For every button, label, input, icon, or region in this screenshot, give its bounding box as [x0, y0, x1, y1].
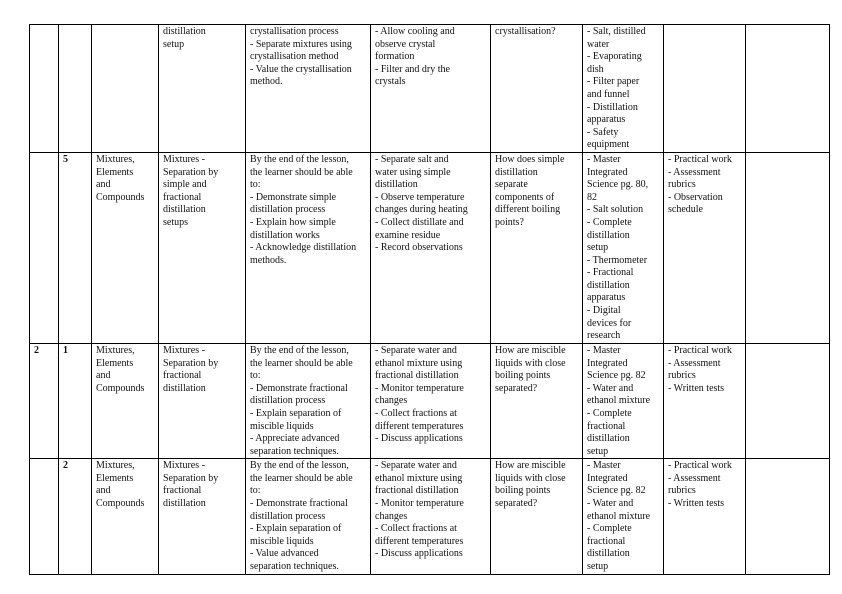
sub-strand-text: setups — [163, 216, 188, 228]
learning-experiences-text: - Discuss applications — [375, 433, 463, 445]
learning-resources-text: Integrated — [587, 472, 628, 484]
key-inquiry-question-cell — [491, 25, 583, 153]
strand-text: and — [96, 485, 111, 497]
learning-outcomes-text: - Explain separation of — [250, 407, 342, 419]
key-inquiry-question-text: boiling points — [495, 370, 551, 382]
week-text: 2 — [34, 344, 39, 356]
lesson-cell — [59, 25, 92, 153]
lesson-cell — [59, 343, 92, 458]
reflection-cell — [746, 343, 830, 458]
learning-experiences-text: changes during heating — [375, 204, 468, 216]
assessment-text: schedule — [668, 204, 703, 216]
learning-experiences-text: ethanol mixture using — [375, 472, 463, 484]
learning-experiences-text: fractional distillation — [375, 370, 459, 382]
learning-resources-text: - Digital — [587, 305, 621, 317]
learning-resources-text: 82 — [587, 191, 597, 203]
assessment-text: - Practical work — [668, 153, 732, 165]
assessment-cell — [664, 25, 746, 153]
reflection-cell — [746, 25, 830, 153]
learning-outcomes-cell — [246, 459, 371, 574]
learning-resources-text: ethanol mixture — [587, 395, 651, 407]
learning-outcomes-text: separation techniques. — [250, 445, 339, 457]
key-inquiry-question-text: crystallisation? — [495, 26, 556, 37]
sub-strand-text: Separation by — [163, 166, 219, 178]
sub-strand-text: Mixtures - — [163, 460, 205, 472]
key-inquiry-question-text: How are miscible — [495, 344, 566, 356]
learning-resources-text: Science pg. 82 — [587, 485, 646, 497]
assessment-text: rubrics — [668, 370, 696, 382]
strand-text: Mixtures, — [96, 153, 135, 165]
sub-strand-text: Mixtures - — [163, 153, 205, 165]
learning-resources-text: Integrated — [587, 357, 628, 369]
learning-resources-text: Integrated — [587, 166, 628, 178]
learning-experiences-text: - Observe temperature — [375, 191, 465, 203]
assessment-text: - Written tests — [668, 498, 725, 510]
learning-resources-text: distillation — [587, 229, 630, 241]
assessment-text: - Written tests — [668, 382, 725, 394]
learning-resources-text: - Distillation — [587, 101, 638, 113]
key-inquiry-question-cell — [491, 343, 583, 458]
key-inquiry-question-text: distillation — [495, 166, 538, 178]
learning-outcomes-text: the learner should be able — [250, 472, 353, 484]
learning-resources-text: devices for — [587, 317, 632, 329]
learning-resources-text: - Complete — [587, 216, 632, 228]
learning-experiences-text: - Record observations — [375, 242, 463, 254]
learning-resources-text: dish — [587, 63, 604, 75]
strand-cell — [92, 152, 159, 343]
key-inquiry-question-text: boiling points — [495, 485, 551, 497]
assessment-text: - Assessment — [668, 357, 721, 369]
table-row — [30, 459, 830, 574]
strand-text: Elements — [96, 472, 134, 484]
learning-outcomes-cell — [246, 343, 371, 458]
lesson-plan-table — [29, 24, 830, 575]
learning-experiences-cell — [371, 343, 491, 458]
learning-resources-text: - Complete — [587, 523, 632, 535]
assessment-text: rubrics — [668, 179, 696, 191]
learning-experiences-text: crystals — [375, 76, 406, 88]
learning-experiences-text: - Monitor temperature — [375, 498, 464, 510]
learning-outcomes-text: miscible liquids — [250, 535, 314, 547]
learning-resources-cell — [583, 152, 664, 343]
learning-resources-text: - Thermometer — [587, 254, 648, 266]
week-cell — [30, 343, 59, 458]
learning-experiences-text: - Collect fractions at — [375, 407, 457, 419]
learning-resources-text: - Evaporating — [587, 51, 642, 63]
learning-experiences-text: water using simple — [375, 166, 451, 178]
assessment-text: rubrics — [668, 485, 696, 497]
learning-resources-text: - Master — [587, 460, 621, 472]
lesson-text: 1 — [63, 344, 68, 356]
learning-experiences-text: - Separate water and — [375, 344, 457, 356]
learning-experiences-text: changes — [375, 510, 408, 522]
key-inquiry-question-text: different boiling — [495, 204, 561, 216]
reflection-cell — [746, 152, 830, 343]
learning-experiences-text: different temperatures — [375, 535, 464, 547]
sub-strand-text: distillation — [163, 204, 206, 216]
sub-strand-text: fractional — [163, 370, 202, 382]
strand-text: Compounds — [96, 382, 145, 394]
learning-outcomes-text: the learner should be able — [250, 357, 353, 369]
sub-strand-text: Separation by — [163, 357, 219, 369]
key-inquiry-question-cell — [491, 459, 583, 574]
sub-strand-text: distillation — [163, 382, 206, 394]
learning-experiences-cell — [371, 25, 491, 153]
sub-strand-cell — [159, 25, 246, 153]
learning-outcomes-text: - Explain how simple — [250, 216, 336, 228]
sub-strand-cell — [159, 459, 246, 574]
learning-experiences-text: fractional distillation — [375, 485, 459, 497]
learning-resources-cell — [583, 25, 664, 153]
learning-experiences-text: distillation — [375, 179, 418, 191]
learning-resources-text: research — [587, 330, 621, 342]
assessment-text: - Observation — [668, 191, 723, 203]
learning-resources-text: Science pg. 82 — [587, 370, 646, 382]
strand-cell — [92, 25, 159, 153]
learning-resources-text: Science pg. 80, — [587, 179, 649, 191]
learning-experiences-text: - Filter and dry the — [375, 63, 450, 75]
lesson-text: 5 — [63, 153, 68, 165]
learning-resources-text: equipment — [587, 139, 630, 151]
learning-experiences-cell — [371, 152, 491, 343]
key-inquiry-question-text: separate — [495, 179, 528, 191]
learning-resources-text: - Water and — [587, 498, 634, 510]
learning-outcomes-text: to: — [250, 179, 261, 191]
learning-resources-text: setup — [587, 445, 609, 457]
learning-resources-text: ethanol mixture — [587, 510, 651, 522]
sub-strand-text: Mixtures - — [163, 344, 205, 356]
learning-resources-text: - Master — [587, 153, 621, 165]
learning-resources-text: - Safety — [587, 126, 619, 138]
strand-text: Elements — [96, 357, 134, 369]
sub-strand-cell — [159, 343, 246, 458]
sub-strand-text: fractional — [163, 191, 202, 203]
strand-text: Elements — [96, 166, 134, 178]
learning-outcomes-text: - Value the crystallisation — [250, 63, 352, 75]
learning-experiences-text: - Separate salt and — [375, 153, 449, 165]
strand-cell — [92, 459, 159, 574]
learning-outcomes-text: to: — [250, 485, 261, 497]
learning-outcomes-text: - Demonstrate simple — [250, 191, 337, 203]
learning-outcomes-cell — [246, 152, 371, 343]
learning-outcomes-cell — [246, 25, 371, 153]
learning-outcomes-text: to: — [250, 370, 261, 382]
table-row — [30, 25, 830, 153]
key-inquiry-question-text: separated? — [495, 382, 538, 394]
assessment-cell — [664, 343, 746, 458]
learning-resources-text: apparatus — [587, 292, 626, 304]
strand-text: Compounds — [96, 498, 145, 510]
lesson-cell — [59, 459, 92, 574]
learning-resources-text: setup — [587, 561, 609, 573]
learning-resources-text: distillation — [587, 433, 630, 445]
learning-resources-text: and funnel — [587, 88, 630, 100]
lesson-text: 2 — [63, 460, 68, 472]
learning-outcomes-text: - Demonstrate fractional — [250, 382, 348, 394]
learning-outcomes-text: distillation process — [250, 395, 326, 407]
learning-experiences-text: - Collect fractions at — [375, 523, 457, 535]
learning-outcomes-text: miscible liquids — [250, 420, 314, 432]
assessment-text: - Practical work — [668, 344, 732, 356]
learning-resources-text: - Master — [587, 344, 621, 356]
learning-resources-cell — [583, 343, 664, 458]
learning-outcomes-text: separation techniques. — [250, 561, 339, 573]
learning-outcomes-text: crystallisation method — [250, 51, 339, 63]
learning-resources-text: water — [587, 38, 610, 50]
learning-experiences-text: - Monitor temperature — [375, 382, 464, 394]
learning-experiences-text: - Discuss applications — [375, 548, 463, 560]
week-cell — [30, 152, 59, 343]
learning-outcomes-text: distillation process — [250, 510, 326, 522]
learning-experiences-text: observe crystal — [375, 38, 436, 50]
learning-outcomes-text: the learner should be able — [250, 166, 353, 178]
learning-outcomes-text: - Explain separation of — [250, 523, 342, 535]
assessment-cell — [664, 152, 746, 343]
assessment-cell — [664, 459, 746, 574]
table-row — [30, 152, 830, 343]
strand-text: Mixtures, — [96, 460, 135, 472]
week-cell — [30, 459, 59, 574]
learning-resources-cell — [583, 459, 664, 574]
learning-resources-text: - Salt, distilled — [587, 26, 646, 37]
learning-experiences-cell — [371, 459, 491, 574]
learning-resources-text: distillation — [587, 548, 630, 560]
learning-outcomes-text: - Value advanced — [250, 548, 319, 560]
key-inquiry-question-cell — [491, 152, 583, 343]
learning-experiences-text: formation — [375, 51, 415, 63]
sub-strand-text: distillation — [163, 26, 206, 37]
key-inquiry-question-text: points? — [495, 216, 524, 228]
key-inquiry-question-text: liquids with close — [495, 472, 566, 484]
sub-strand-text: distillation — [163, 498, 206, 510]
learning-outcomes-text: - Separate mixtures using — [250, 38, 352, 50]
learning-outcomes-text: - Demonstrate fractional — [250, 498, 348, 510]
learning-outcomes-text: By the end of the lesson, — [250, 460, 349, 472]
strand-text: Mixtures, — [96, 344, 135, 356]
learning-experiences-text: examine residue — [375, 229, 441, 241]
table-row — [30, 343, 830, 458]
learning-outcomes-text: - Appreciate advanced — [250, 433, 340, 445]
sub-strand-text: setup — [163, 38, 185, 50]
key-inquiry-question-text: How are miscible — [495, 460, 566, 472]
key-inquiry-question-text: components of — [495, 191, 555, 203]
key-inquiry-question-text: separated? — [495, 498, 538, 510]
learning-resources-text: - Salt solution — [587, 204, 644, 216]
learning-experiences-text: - Collect distillate and — [375, 216, 464, 228]
learning-experiences-text: ethanol mixture using — [375, 357, 463, 369]
reflection-cell — [746, 459, 830, 574]
learning-experiences-text: - Separate water and — [375, 460, 457, 472]
learning-resources-text: distillation — [587, 279, 630, 291]
learning-outcomes-text: By the end of the lesson, — [250, 153, 349, 165]
learning-experiences-text: changes — [375, 395, 408, 407]
learning-outcomes-text: crystallisation process — [250, 26, 339, 37]
learning-resources-text: - Filter paper — [587, 76, 640, 88]
strand-text: and — [96, 179, 111, 191]
key-inquiry-question-text: How does simple — [495, 153, 565, 165]
week-cell — [30, 25, 59, 153]
lesson-cell — [59, 152, 92, 343]
assessment-text: - Assessment — [668, 166, 721, 178]
assessment-text: - Assessment — [668, 472, 721, 484]
learning-experiences-text: - Allow cooling and — [375, 26, 455, 37]
key-inquiry-question-text: liquids with close — [495, 357, 566, 369]
strand-text: and — [96, 370, 111, 382]
sub-strand-cell — [159, 152, 246, 343]
learning-experiences-text: different temperatures — [375, 420, 464, 432]
sub-strand-text: Separation by — [163, 472, 219, 484]
learning-resources-text: - Complete — [587, 407, 632, 419]
learning-outcomes-text: method. — [250, 76, 283, 88]
learning-outcomes-text: methods. — [250, 254, 287, 266]
learning-outcomes-text: By the end of the lesson, — [250, 344, 349, 356]
learning-resources-text: - Water and — [587, 382, 634, 394]
assessment-text: - Practical work — [668, 460, 732, 472]
learning-outcomes-text: - Acknowledge distillation — [250, 242, 357, 254]
learning-outcomes-text: distillation process — [250, 204, 326, 216]
sub-strand-text: fractional — [163, 485, 202, 497]
learning-resources-text: - Fractional — [587, 267, 634, 279]
learning-resources-text: apparatus — [587, 114, 626, 126]
learning-resources-text: fractional — [587, 535, 626, 547]
learning-resources-text: fractional — [587, 420, 626, 432]
strand-cell — [92, 343, 159, 458]
learning-resources-text: setup — [587, 242, 609, 254]
strand-text: Compounds — [96, 191, 145, 203]
learning-outcomes-text: distillation works — [250, 229, 320, 241]
sub-strand-text: simple and — [163, 179, 207, 191]
